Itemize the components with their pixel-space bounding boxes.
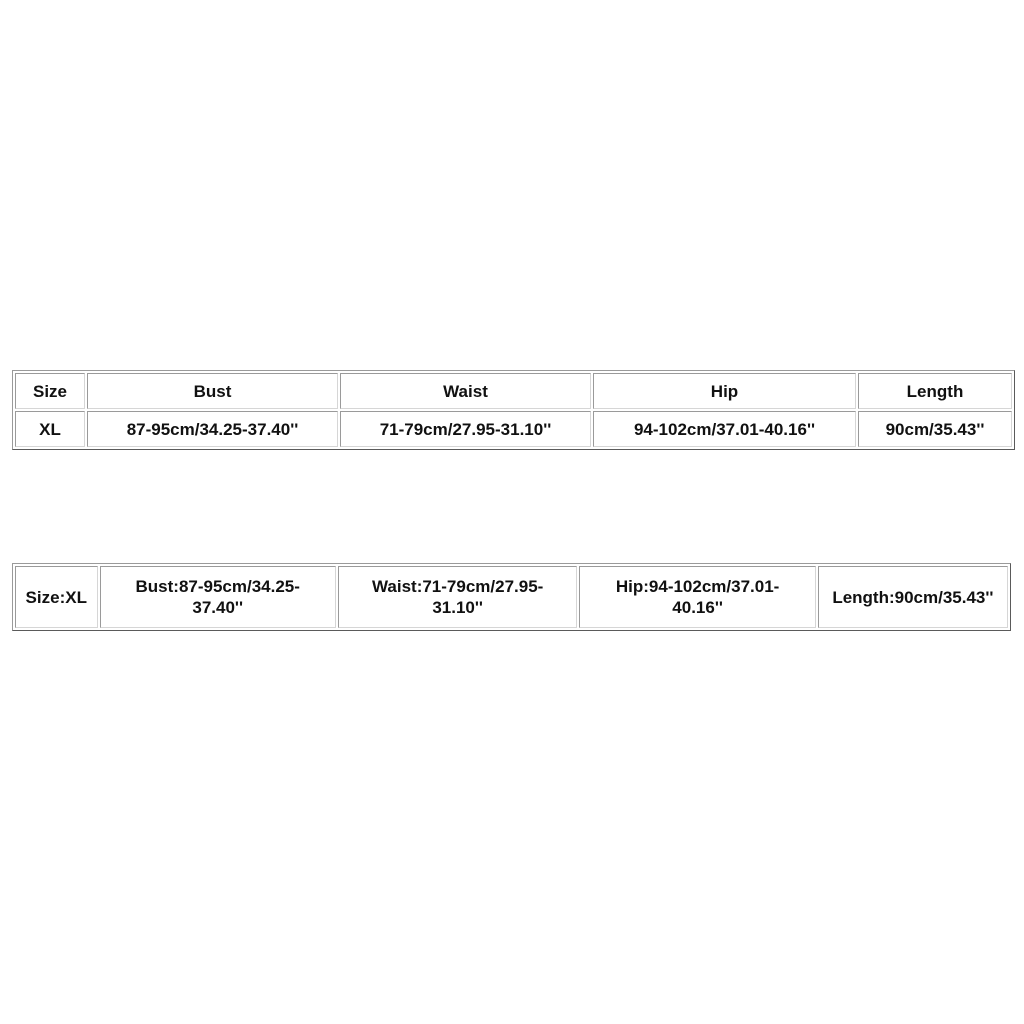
cell-size: XL	[15, 411, 85, 447]
header-size: Size	[15, 373, 85, 409]
cell-bust: 87-95cm/34.25-37.40''	[87, 411, 338, 447]
table-header-row	[15, 373, 1012, 409]
header-length: Length	[858, 373, 1012, 409]
cell-waist: 71-79cm/27.95-31.10''	[340, 411, 591, 447]
cell-length-text: Length:90cm/35.43''	[832, 587, 994, 607]
cell-length: 90cm/35.43''	[858, 411, 1012, 447]
cell-hip-line1: Hip:94-102cm/37.01-	[615, 577, 780, 596]
size-chart-table-columns	[12, 370, 1015, 450]
header-waist: Waist	[340, 373, 591, 409]
cell-bust	[100, 566, 336, 628]
cell-hip	[579, 566, 815, 628]
cell-bust-line2: 37.40''	[192, 598, 244, 617]
header-bust: Bust	[87, 373, 338, 409]
cell-length	[818, 566, 1008, 628]
cell-hip: 94-102cm/37.01-40.16''	[593, 411, 856, 447]
cell-size	[15, 566, 98, 628]
cell-size-text: Size:XL	[25, 587, 87, 607]
table-row	[15, 411, 1012, 447]
cell-waist	[338, 566, 577, 628]
cell-hip-line2: 40.16''	[672, 598, 723, 617]
header-hip: Hip	[593, 373, 856, 409]
cell-waist-line1: Waist:71-79cm/27.95-	[371, 577, 544, 596]
cell-waist-line2: 31.10''	[432, 598, 483, 617]
table-row	[15, 566, 1008, 628]
cell-bust-line1: Bust:87-95cm/34.25-	[135, 577, 300, 596]
size-chart-table-inline	[12, 563, 1011, 631]
